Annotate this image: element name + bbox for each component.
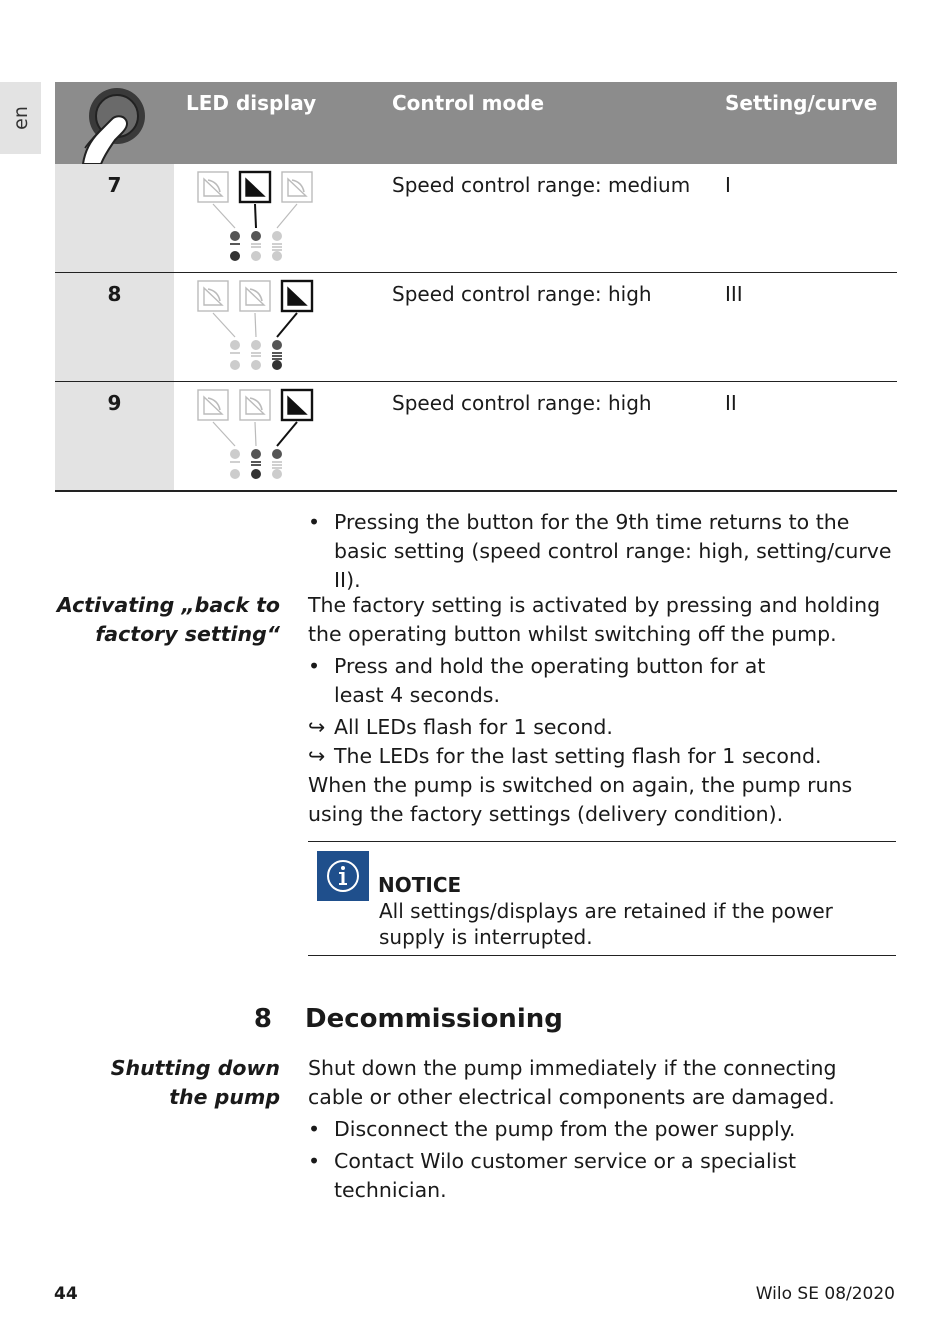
curve-dot-icon [230,251,240,261]
list-item [308,1147,898,1205]
curve-dot-icon [251,251,261,261]
bullet-icon: • [308,654,321,678]
curve-dot-icon [251,469,261,479]
led-indicator-icon [282,390,312,420]
level-dot-icon [272,449,282,459]
bullet-text [334,652,765,710]
notice-box [308,841,896,956]
language-tab [0,82,41,154]
bullet-icon: • [308,510,321,534]
led-indicator-icon [240,281,270,311]
level-dot-icon [251,449,261,459]
label-line: Activating „back to [56,593,280,617]
led-indicator-icon [240,172,270,202]
control-mode-cell: Speed control range: high [380,382,713,492]
info-icon [317,851,369,901]
curve-dot-icon [272,469,282,479]
led-indicator-icon [198,390,228,420]
header-led-display: LED display [174,82,380,164]
led-indicator-icon [198,172,228,202]
label-line: factory setting“ [95,622,280,646]
language-code: en [9,106,32,130]
table-row [55,164,897,273]
table-header-row [55,82,897,164]
setting-curve-cell: I [713,164,897,273]
shutdown-intro: Shut down the pump immediately if the connecting cable or other electrical components are damaged. [308,1056,837,1109]
shutdown-section [308,1054,898,1205]
led-display-icon [196,170,326,266]
result-item [308,742,898,771]
level-dot-icon [272,231,282,241]
level-dot-icon [230,231,240,241]
table-row [55,382,897,492]
bullet-text: Contact Wilo customer service or a specialist technician. [334,1149,797,1202]
control-mode-cell: Speed control range: high [380,273,713,382]
led-indicator-icon [240,390,270,420]
row-number: 7 [55,164,174,273]
led-indicator-icon [282,172,312,202]
bullet-text: Pressing the button for the 9th time returns to the basic setting (speed control range: high, setting/curve II). [334,510,892,592]
control-mode-cell: Speed control range: medium [380,164,713,273]
level-dot-icon [230,340,240,350]
bullet-text: Disconnect the pump from the power supply. [334,1117,796,1141]
label-line: Shutting down [110,1056,280,1080]
curve-dot-icon [230,469,240,479]
notice-title: NOTICE [378,873,462,897]
level-dot-icon [272,340,282,350]
led-settings-table [55,82,897,492]
led-display-cell [174,164,380,273]
header-control-mode: Control mode [380,82,713,164]
level-dot-icon [251,340,261,350]
result-text: The LEDs for the last setting flash for 1 second. [334,744,822,768]
setting-curve-cell: III [713,273,897,382]
section-number: 8 [253,1004,272,1034]
list-item [308,1115,898,1144]
header-setting-curve: Setting/curve [713,82,897,164]
curve-dot-icon [230,360,240,370]
bullet-icon: • [308,1149,321,1173]
button-press-header [55,82,174,164]
factory-setting-section [308,591,898,829]
factory-setting-label [57,591,280,649]
led-display-cell [174,382,380,492]
result-text: All LEDs flash for 1 second. [334,715,613,739]
bullet-line: Press and hold the operating button for at [334,654,766,678]
section-title: Decommissioning [305,1004,563,1034]
finger-press-icon [55,82,174,164]
table-row [55,273,897,382]
curve-dot-icon [272,251,282,261]
led-display-icon [196,388,326,484]
result-arrow-icon: ↪ [308,715,326,739]
led-indicator-icon [282,281,312,311]
page-number: 44 [54,1284,78,1304]
factory-outro: When the pump is switched on again, the pump runs using the factory settings (delivery condition). [308,773,853,826]
setting-curve-cell: II [713,382,897,492]
list-item [308,652,898,710]
factory-intro: The factory setting is activated by pressing and holding the operating button whilst switching off the pump. [308,593,881,646]
footer-publisher: Wilo SE 08/2020 [755,1284,895,1304]
bullet-icon: • [308,1117,321,1141]
curve-dot-icon [272,360,282,370]
notice-body: All settings/displays are retained if the power supply is interrupted. [379,899,833,949]
label-line: the pump [169,1085,280,1109]
level-dot-icon [230,449,240,459]
after-table-note [308,508,898,595]
row-number: 9 [55,382,174,492]
row-number: 8 [55,273,174,382]
led-display-icon [196,279,326,375]
shutdown-label [111,1054,280,1112]
curve-dot-icon [251,360,261,370]
led-display-cell [174,273,380,382]
bullet-line: least 4 seconds. [334,683,500,707]
list-item [308,508,898,595]
result-item [308,713,898,742]
result-arrow-icon: ↪ [308,744,326,768]
level-dot-icon [251,231,261,241]
led-indicator-icon [198,281,228,311]
